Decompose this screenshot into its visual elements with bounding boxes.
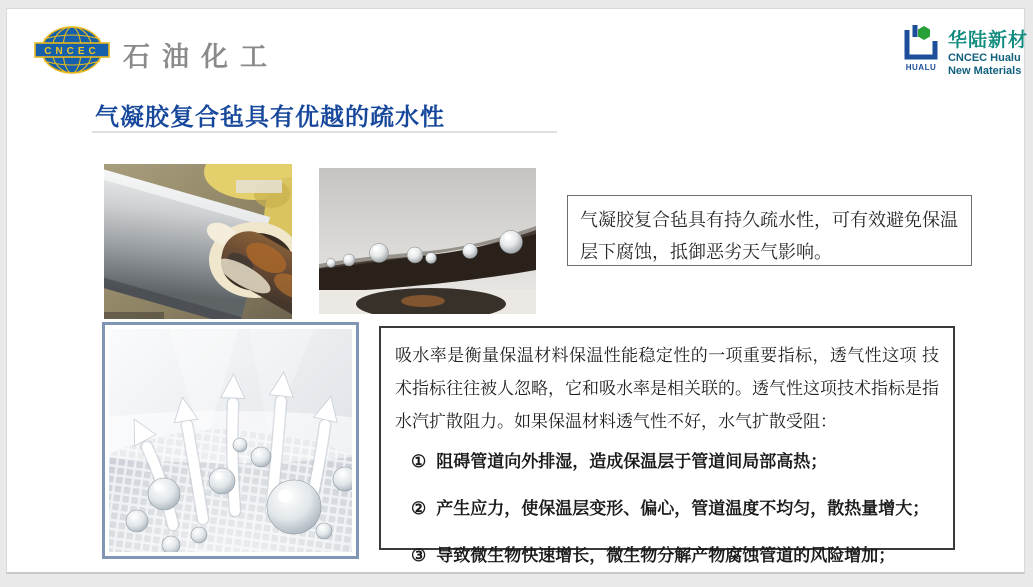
- hualu-icon-label: HUALU: [905, 63, 937, 72]
- item-number: ③: [411, 546, 427, 565]
- cncec-logo-text: CNCEC: [44, 46, 100, 57]
- hydrophobic-callout-box: 气凝胶复合毡具有持久疏水性，可有效避免保温层下腐蚀，抵御恶劣天气影响。: [567, 195, 972, 266]
- droplets-on-felt-photo: [319, 168, 536, 314]
- hualu-name-cn: 华陆新材: [947, 30, 1028, 51]
- cncec-globe-logo-icon: [32, 25, 112, 75]
- presentation-slide: [6, 8, 1028, 574]
- absorption-explanation-box: [379, 326, 955, 565]
- consequence-list: [395, 451, 939, 567]
- item-text: 导致微生物快速增长，微生物分解产物腐蚀管道的风险增加；: [436, 546, 896, 565]
- list-item-3: [395, 545, 939, 567]
- hualu-square-logo-icon: [900, 23, 942, 63]
- item-text: 产生应力，使保温层变形、偏心，管道温度不均匀，散热量增大；: [436, 499, 930, 518]
- item-text: 阻碍管道向外排湿，造成保温层于管道间局部高热；: [436, 452, 828, 471]
- absorption-paragraph: 吸水率是衡量保温材料保温性能稳定性的一项重要指标，透气性这项 技术指标往往被人忽略，它和吸水率是相关联的。透气性这项技术指标是指水汽扩散阻力。如果保温材料透气性不好，水气扩散受阻：: [395, 346, 939, 431]
- list-item-2: [395, 498, 939, 520]
- hualu-name-en2: New Materials: [947, 65, 1022, 77]
- item-number: ②: [411, 499, 427, 518]
- corroded-pipe-photo: [104, 164, 292, 319]
- item-number: ①: [411, 452, 427, 471]
- breathability-illustration: [102, 322, 359, 559]
- hualu-name-en1: CNCEC Hualu: [947, 52, 1021, 64]
- brand-title-shiyouhuagong: 石油化工: [123, 42, 279, 72]
- photo-watermark: [236, 180, 282, 193]
- slide-title: 气凝胶复合毡具有优越的疏水性: [95, 104, 445, 131]
- list-item-1: [395, 451, 939, 473]
- title-underline: [92, 131, 557, 133]
- hualu-logo-block: [900, 22, 1028, 77]
